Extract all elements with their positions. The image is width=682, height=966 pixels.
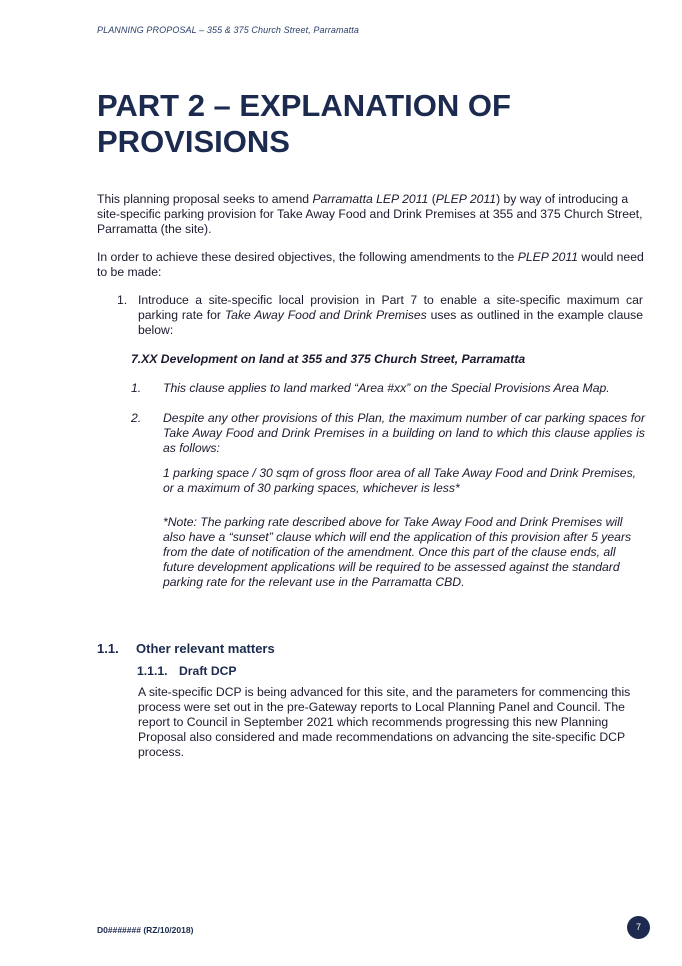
subsection-title: Draft DCP <box>179 664 237 678</box>
subsection-number: 1.1.1. <box>137 664 168 678</box>
document-reference: D0####### (RZ/10/2018) <box>97 925 194 935</box>
clause-heading: 7.XX Development on land at 355 and 375 Church Street, Parramatta <box>131 352 526 366</box>
page-title: PART 2 – EXPLANATION OF PROVISIONS <box>97 88 511 159</box>
clause-note: *Note: The parking rate described above for Take Away Food and Drink Premises will also have a “sunset” clause which will end the application of this provision after 5 years from the date of notification of the amendment. Once this part of the clause ends, all future development applications will be required to be assessed against the standard parking rate for the relevant use in the Parramatta CBD. <box>163 515 632 589</box>
clause-item-number: 1. <box>131 381 142 395</box>
running-header: PLANNING PROPOSAL – 355 & 375 Church Street, Parramatta <box>97 25 359 35</box>
page-number-badge: 7 <box>627 916 650 939</box>
clause-item-text: Despite any other provisions of this Plan, the maximum number of car parking spaces for Take Away Food and Drink Premises in a building on land to which this clause applies is as follows: <box>163 411 645 455</box>
clause-item-number: 2. <box>131 411 142 425</box>
parking-rate-text: 1 parking space / 30 sqm of gross floor area of all Take Away Food and Drink Premises, or a maximum of 30 parking spaces, whichever is less* <box>163 466 637 495</box>
section-number: 1.1. <box>97 641 119 656</box>
intro-paragraph-2: In order to achieve these desired objectives, the following amendments to the PLEP 2011 would need to be made: <box>97 250 644 279</box>
list-item-number: 1. <box>117 293 128 307</box>
section-title: Other relevant matters <box>136 641 275 656</box>
intro-paragraph-1: This planning proposal seeks to amend Parramatta LEP 2011 (PLEP 2011) by way of introducing a site-specific parking provision for Take Away Food and Drink Premises at 355 and 375 Church Street, Parramatta (the site). <box>97 192 643 236</box>
list-item-text: Introduce a site-specific local provision in Part 7 to enable a site-specific maximum car parking rate for Take Away Food and Drink Premises uses as outlined in the example clause below: <box>138 293 643 337</box>
draft-dcp-paragraph: A site-specific DCP is being advanced for this site, and the parameters for commencing this process were set out in the pre-Gateway reports to Local Planning Panel and Council. The report to Council in September 2021 which recommends progressing this new Planning Proposal also considered and made recommendations on advancing the site-specific DCP process. <box>138 685 631 759</box>
clause-item-text: This clause applies to land marked “Area #xx” on the Special Provisions Area Map. <box>163 381 610 395</box>
